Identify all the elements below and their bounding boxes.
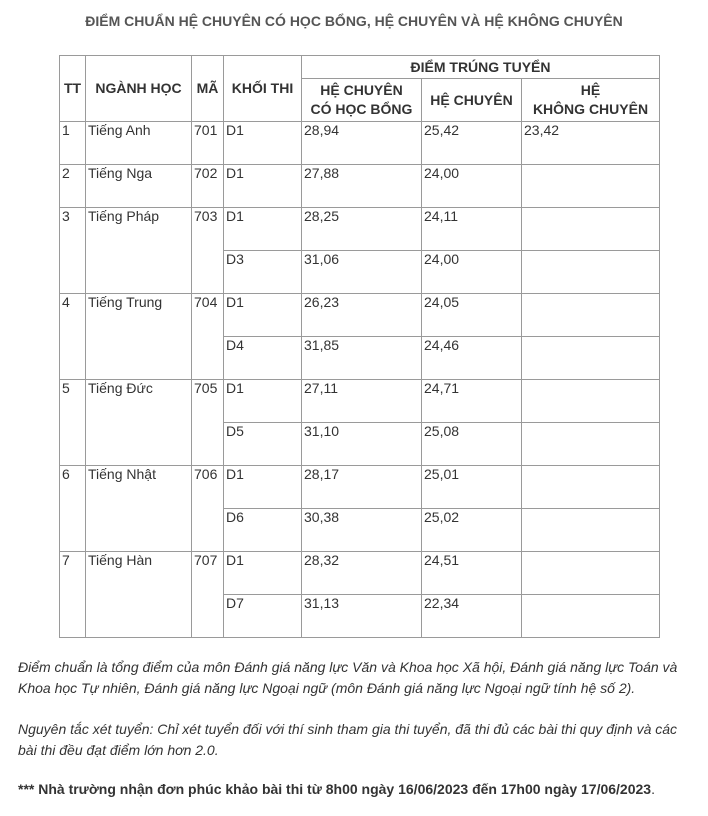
note-diem-chuan: Điểm chuẩn là tổng điểm của môn Đánh giá năng lực Văn và Khoa học Xã hội, Đánh giá năng lực Toán và Khoa học Tự nhiên, Đánh giá năng lực Ngoại ngữ (môn Đánh giá năng lực Ngoại ngữ tính hệ số 2). [18,659,678,696]
table-row [60,122,660,165]
cell-khoi: D1 [224,552,302,595]
cell-hb: 26,23 [302,294,422,337]
header-tt: TT [60,56,86,122]
header-diem-trung-tuyen: ĐIỂM TRÚNG TUYỂN [302,56,660,79]
cell-ma: 701 [192,122,224,165]
cell-nganh: Tiếng Pháp [86,208,192,294]
cell-chuyen: 25,42 [422,122,522,165]
cell-khong-chuyen [522,165,660,208]
cell-tt: 6 [60,466,86,552]
cell-khoi: D1 [224,122,302,165]
cell-ma: 704 [192,294,224,380]
cell-hb: 31,13 [302,595,422,638]
cell-ma: 705 [192,380,224,466]
cell-ma: 702 [192,165,224,208]
header-he-chuyen-hoc-bong: HỆ CHUYÊN CÓ HỌC BỔNG [302,79,422,122]
cell-khoi: D1 [224,208,302,251]
cell-khoi: D3 [224,251,302,294]
cell-khong-chuyen [522,552,660,595]
cell-chuyen: 25,08 [422,423,522,466]
table-row [60,552,660,595]
cell-khong-chuyen [522,595,660,638]
cell-khoi: D6 [224,509,302,552]
cell-tt: 3 [60,208,86,294]
cell-hb: 30,38 [302,509,422,552]
cell-hb: 27,88 [302,165,422,208]
cell-khoi: D4 [224,337,302,380]
cell-chuyen: 25,01 [422,466,522,509]
table-row [60,466,660,509]
header-he-chuyen: HỆ CHUYÊN [422,79,522,122]
cell-chuyen: 22,34 [422,595,522,638]
cell-tt: 1 [60,122,86,165]
cell-chuyen: 24,51 [422,552,522,595]
cell-ma: 706 [192,466,224,552]
note-nguyen-tac: Nguyên tắc xét tuyển: Chỉ xét tuyển đối với thí sinh tham gia thi tuyển, đã thi đủ các bài thi quy định và các bài thi đều đạt điểm lớn hơn 2.0. [18,721,678,758]
cell-tt: 7 [60,552,86,638]
cell-chuyen: 24,00 [422,251,522,294]
note-phuc-khao-tail: . [651,781,655,797]
cell-khong-chuyen [522,466,660,509]
header-nganh-hoc: NGÀNH HỌC [86,56,192,122]
table-row [60,165,660,208]
cell-khong-chuyen [522,423,660,466]
cell-hb: 28,17 [302,466,422,509]
cell-nganh: Tiếng Nga [86,165,192,208]
cell-khong-chuyen: 23,42 [522,122,660,165]
cell-khong-chuyen [522,251,660,294]
cell-khoi: D5 [224,423,302,466]
cell-khong-chuyen [522,208,660,251]
cell-tt: 5 [60,380,86,466]
cell-hb: 28,94 [302,122,422,165]
note-phuc-khao [18,779,694,800]
cell-hb: 31,10 [302,423,422,466]
cell-chuyen: 24,11 [422,208,522,251]
cell-nganh: Tiếng Đức [86,380,192,466]
header-ma: MÃ [192,56,224,122]
cell-hb: 28,25 [302,208,422,251]
cell-hb: 28,32 [302,552,422,595]
cell-chuyen: 24,00 [422,165,522,208]
page-title: ĐIỂM CHUẨN HỆ CHUYÊN CÓ HỌC BỔNG, HỆ CHUYÊN VÀ HỆ KHÔNG CHUYÊN [85,13,623,29]
table-row [60,294,660,337]
cell-khong-chuyen [522,509,660,552]
cell-khong-chuyen [522,380,660,423]
cell-nganh: Tiếng Nhật [86,466,192,552]
cell-khong-chuyen [522,337,660,380]
cell-chuyen: 25,02 [422,509,522,552]
header-khoi-thi: KHỐI THI [224,56,302,122]
cell-ma: 707 [192,552,224,638]
cell-nganh: Tiếng Anh [86,122,192,165]
cell-chuyen: 24,71 [422,380,522,423]
cell-ma: 703 [192,208,224,294]
note-phuc-khao-bold: *** Nhà trường nhận đơn phúc khảo bài thi từ 8h00 ngày 16/06/2023 đến 17h00 ngày 17/06/2023 [18,781,652,797]
cell-tt: 4 [60,294,86,380]
table-row [60,208,660,251]
cell-tt: 2 [60,165,86,208]
cell-khong-chuyen [522,294,660,337]
header-he-khong-chuyen: HỆ KHÔNG CHUYÊN [522,79,660,122]
cell-khoi: D7 [224,595,302,638]
score-table [59,55,660,638]
cell-nganh: Tiếng Hàn [86,552,192,638]
cell-khoi: D1 [224,165,302,208]
cell-chuyen: 24,05 [422,294,522,337]
table-row [60,380,660,423]
cell-hb: 31,06 [302,251,422,294]
cell-nganh: Tiếng Trung [86,294,192,380]
cell-hb: 27,11 [302,380,422,423]
cell-chuyen: 24,46 [422,337,522,380]
cell-khoi: D1 [224,380,302,423]
cell-khoi: D1 [224,294,302,337]
cell-hb: 31,85 [302,337,422,380]
cell-khoi: D1 [224,466,302,509]
